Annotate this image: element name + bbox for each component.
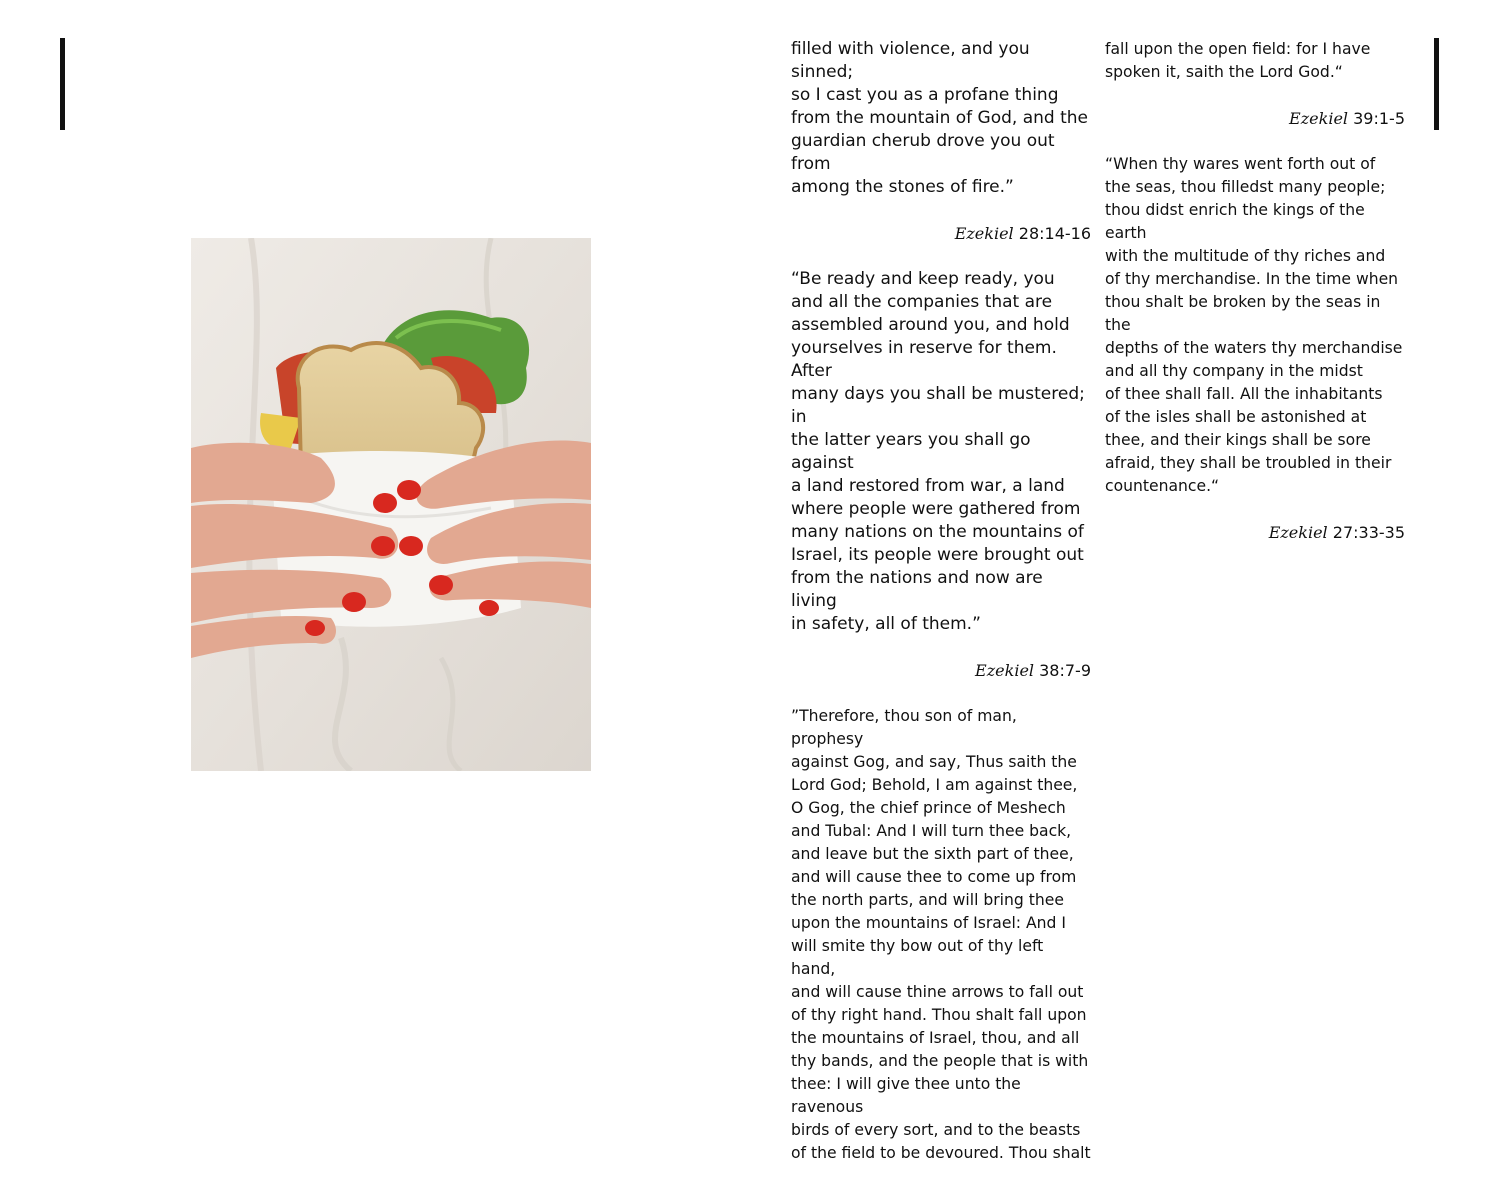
left-margin-bar xyxy=(60,38,65,130)
passage-ezekiel-27: “When thy wares went forth out of the seas, thou filledst many people; thou didst enrich the kings of the earth with the multitude of thy riches and of thy merchandise. In the time when thou shalt be broken by the seas in the depths of the waters thy merchandise and all thy company in the midst of thee shall fall. All the inhabitants of the isles shall be astonished at thee, and their kings shall be sore afraid, they shall be troubled in their countenance.“ xyxy=(1105,155,1403,495)
citation-ref: 39:1-5 xyxy=(1348,109,1405,128)
passage-ezekiel-39: ”Therefore, thou son of man, prophesy against Gog, and say, Thus saith the Lord God; Behold, I am against thee, O Gog, the chief prince of Meshech and Tubal: And I will turn thee back, and leave but the sixth part of thee, and will cause thee to come up from the north parts, and will bring thee upon the mountains of Israel: And I will smite thy bow out of thy left hand, and will cause thine arrows to fall out of thy right hand. Thou shalt fall upon the mountains of Israel, thou, and all thy bands, and the people that is with thee: I will give thee unto the ravenous birds of every sort, and to the beasts of the field to be devoured. Thou shalt xyxy=(791,707,1091,1162)
citation-ezekiel-38 xyxy=(791,659,1091,682)
sandwich-photo xyxy=(191,238,591,771)
passage-ezekiel-39-continued: fall upon the open field: for I have spoken it, saith the Lord God.“ xyxy=(1105,40,1371,81)
text-column-right xyxy=(1105,38,1405,567)
citation-book: Ezekiel xyxy=(1268,523,1328,542)
citation-ezekiel-28 xyxy=(791,222,1091,245)
citation-ref: 28:14-16 xyxy=(1013,224,1091,243)
citation-ezekiel-27 xyxy=(1105,521,1405,544)
citation-ref: 38:7-9 xyxy=(1034,661,1091,680)
sandwich-photo-illustration xyxy=(191,238,591,771)
citation-book: Ezekiel xyxy=(975,661,1035,680)
citation-book: Ezekiel xyxy=(954,224,1014,243)
right-margin-bar xyxy=(1434,38,1439,130)
passage-ezekiel-38: “Be ready and keep ready, you and all the companies that are assembled around you, and hold yourselves in reserve for them. After many days you shall be mustered; in the latter years you shall go against a land restored from war, a land where people were gathered from many nations on the mountains of Israel, its people were brought out from the nations and now are living in safety, all of them.” xyxy=(791,269,1085,634)
passage-ezekiel-28: filled with violence, and you sinned; so I cast you as a profane thing from the mountain of God, and the guardian cherub drove you out from among the stones of fire.” xyxy=(791,39,1089,197)
text-column-left xyxy=(791,38,1091,1188)
citation-ref: 27:33-35 xyxy=(1327,523,1405,542)
citation-ezekiel-39 xyxy=(1105,107,1405,130)
citation-book: Ezekiel xyxy=(1289,109,1349,128)
